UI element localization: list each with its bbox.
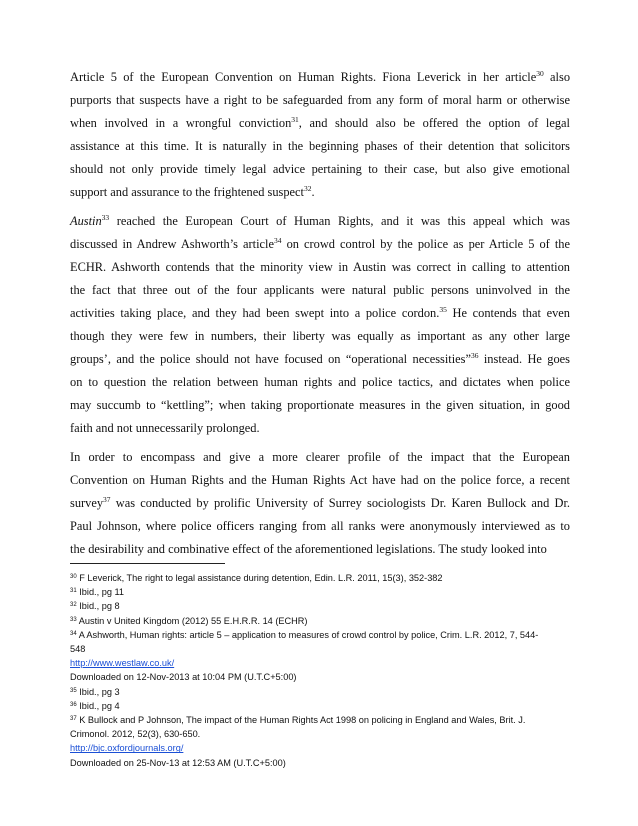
text-run: discussed in Andrew Ashworth’s article [70, 237, 275, 251]
case-name: Austin [70, 214, 102, 228]
text-line [70, 66, 570, 89]
footnote-text: Ibid., pg 11 [76, 587, 125, 598]
footnote-number: 33 [70, 616, 77, 623]
footnote-text: Ibid., pg 8 [76, 601, 120, 612]
text-run: the fact that three out of the four applicants were natural public persons uninvolved in the [70, 283, 570, 297]
text-run: . [311, 185, 315, 199]
footnote-ref: 35 [439, 305, 447, 314]
footnote-number: 31 [70, 588, 77, 595]
text-run: Article 5 of the European Convention on Human Rights. Fiona Leverick in her article [70, 70, 537, 84]
text-run: may succumb to “kettling”; when taking proportionate measures in the given situation, in good [70, 398, 570, 412]
footnote-line [70, 571, 575, 585]
footnote-text: Downloaded on 25-Nov-13 at 12:53 AM (U.T.C+5:00) [70, 757, 286, 768]
text-run: the desirability and combinative effect of the aforementioned legislations. The study looked into [70, 542, 547, 556]
footnote-text: Downloaded on 12-Nov-2013 at 10:04 PM (U.T.C+5:00) [70, 672, 297, 683]
footnote-number: 37 [70, 716, 77, 723]
paragraph [70, 446, 570, 561]
footnote-line [70, 713, 575, 727]
text-line [70, 371, 570, 394]
footnote-text: Ibid., pg 4 [76, 700, 120, 711]
text-line [70, 538, 570, 561]
text-line [70, 279, 570, 302]
text-run: was conducted by prolific University of Surrey sociologists Dr. Karen Bullock and Dr. [110, 496, 570, 510]
text-run: support and assurance to the frightened suspect [70, 185, 304, 199]
text-line [70, 158, 570, 181]
text-run: activities taking place, and they had been swept into a police cordon. [70, 306, 440, 320]
paragraph [70, 210, 570, 440]
footnote-line [70, 699, 575, 713]
footnote-ref: 30 [536, 69, 544, 78]
text-run: on crowd control by the police as per Article 5 of the [281, 237, 570, 251]
text-line [70, 446, 570, 469]
footnote-text: A Ashworth, Human rights: article 5 – application to measures of crowd control by police, Crim. L.R. 2012, 7, 544- [76, 629, 539, 640]
footnote-line [70, 685, 575, 699]
footnote-line [70, 599, 575, 613]
text-line [70, 112, 570, 135]
text-line [70, 233, 570, 256]
footnote-ref: 37 [103, 495, 111, 504]
footnote-text: 548 [70, 644, 86, 655]
footnote-line [70, 614, 575, 628]
footnote-line [70, 585, 575, 599]
text-run: In order to encompass and give a more clearer profile of the impact that the European [70, 450, 570, 464]
footnote-link[interactable]: http://bjc.oxfordjournals.org/ [70, 743, 184, 754]
text-run: also [543, 70, 571, 84]
footnote-text: Crimonol. 2012, 52(3), 630-650. [70, 729, 201, 740]
footnote-number: 34 [70, 630, 77, 637]
text-run: purports that suspects have a right to be safeguarded from any form of moral harm or otherwise [70, 93, 570, 107]
text-line [70, 89, 570, 112]
text-line [70, 492, 570, 515]
footnote-line [70, 727, 575, 741]
text-run: when involved in a wrongful conviction [70, 116, 292, 130]
text-line [70, 325, 570, 348]
text-run: groups’, and the police should not have focused on “operational necessities” [70, 352, 471, 366]
text-run: faith and not unnecessarily prolonged. [70, 421, 260, 435]
text-line [70, 417, 570, 440]
footnote-number: 30 [70, 574, 77, 580]
footnote-line [70, 756, 575, 770]
footnote-ref: 33 [101, 213, 110, 222]
footnote-number: 32 [70, 602, 77, 609]
text-run: on to question the relation between human rights and police tactics, and dictates when police [70, 375, 570, 389]
footnotes [70, 571, 575, 770]
text-line [70, 394, 570, 417]
footnote-line [70, 741, 575, 755]
text-line [70, 515, 570, 538]
text-run: though they were few in numbers, their liberty was equally as important as any other large [70, 329, 570, 343]
footnote-separator [70, 563, 225, 564]
text-line [70, 135, 570, 158]
text-line [70, 302, 570, 325]
footnote-link[interactable]: http://www.westlaw.co.uk/ [70, 658, 175, 669]
text-run: survey [70, 496, 104, 510]
text-line [70, 469, 570, 492]
footnote-ref: 31 [291, 115, 299, 124]
text-run: instead. He goes [478, 352, 570, 366]
text-run: reached the European Court of Human Rights, and it was this appeal which was [109, 214, 570, 228]
text-run: should not only provide timely legal advice pertaining to their case, but also give emotional [70, 162, 570, 176]
text-run: Paul Johnson, where police officers ranging from all ranks were anonymously interviewed as to [70, 519, 570, 533]
footnote-ref: 34 [274, 236, 282, 245]
footnote-number: 36 [70, 701, 77, 708]
footnote-number: 35 [70, 687, 77, 694]
footnote-text: Austin v United Kingdom (2012) 55 E.H.R.R. 14 (ECHR) [76, 615, 308, 626]
footnote-line [70, 628, 575, 642]
footnote-ref: 36 [470, 351, 479, 360]
footnote-text: K Bullock and P Johnson, The impact of the Human Rights Act 1998 on policing in England and Wales, Brit. J. [76, 715, 526, 726]
footnote-ref: 32 [303, 184, 312, 193]
text-line [70, 181, 570, 204]
text-line [70, 348, 570, 371]
text-run: He contends that even [446, 306, 570, 320]
text-run: ECHR. Ashworth contends that the minority view in Austin was correct in calling to attention [70, 260, 570, 274]
paragraph [70, 66, 570, 204]
footnote-line [70, 670, 575, 684]
text-line [70, 210, 570, 233]
body-text [70, 66, 570, 567]
footnote-line [70, 656, 575, 670]
footnote-line [70, 642, 575, 656]
footnote-text: F Leverick, The right to legal assistance during detention, Edin. L.R. 2011, 15(3), 352-382 [76, 573, 443, 583]
text-run: , and should also be offered the option of legal [298, 116, 570, 130]
text-line [70, 256, 570, 279]
text-run: Convention on Human Rights and the Human Rights Act have had on the police force, a recent [70, 473, 570, 487]
text-run: assistance at this time. It is naturally in the beginning phases of their detention that solicitors [70, 139, 570, 153]
footnote-text: Ibid., pg 3 [76, 686, 120, 697]
